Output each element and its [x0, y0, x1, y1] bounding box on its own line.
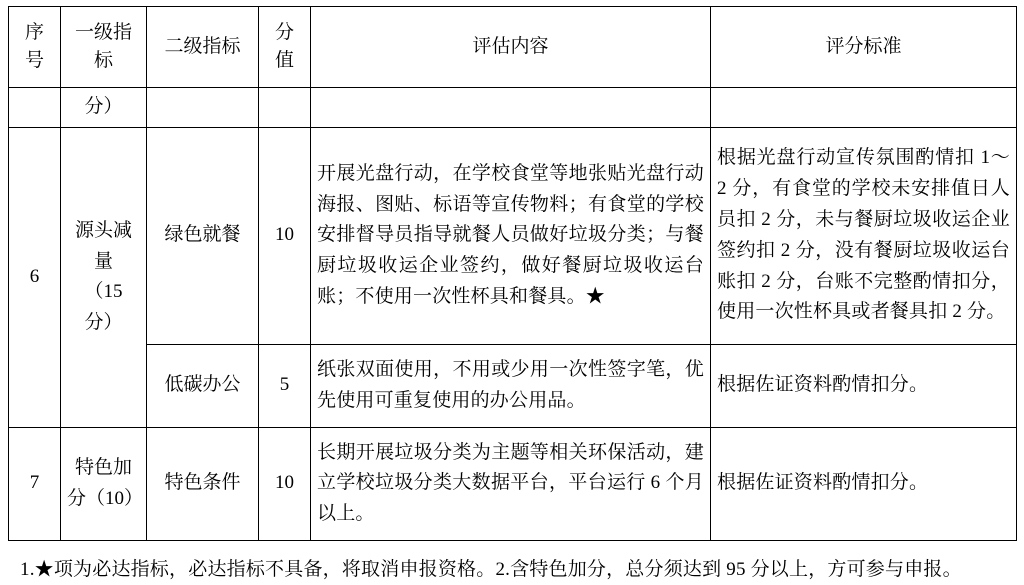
level1-line-2: 分（10）	[67, 487, 144, 509]
level1-line-4: 分）	[84, 312, 123, 334]
header-cell-content: 评估内容	[311, 7, 711, 88]
row-level1-6	[61, 127, 147, 427]
level1-line-2: 量	[93, 250, 113, 272]
header-level1-line2: 标	[93, 50, 113, 71]
row-content-6b: 纸张双面使用，不用或少用一次性签字笔，优先使用可重复使用的办公用品。	[311, 344, 711, 427]
table-row	[9, 344, 1017, 427]
row-score-7: 10	[259, 427, 311, 540]
header-cell-seq	[9, 7, 61, 88]
level1-line-1: 特色加	[74, 457, 132, 478]
row-standard-6b: 根据佐证资料酌情扣分。	[711, 344, 1017, 427]
header-score-line2: 值	[274, 50, 294, 71]
evaluation-table	[8, 6, 1017, 541]
row-score-6a: 10	[259, 127, 311, 344]
header-seq-line2: 号	[24, 50, 44, 71]
header-row	[9, 7, 1017, 88]
table-row	[9, 88, 1017, 128]
cut-cell-content	[311, 88, 711, 128]
cut-cell-level1: 分）	[61, 88, 147, 128]
table-body	[9, 88, 1017, 541]
header-level1-line1: 一级指	[74, 22, 132, 44]
row-level2-special-condition: 特色条件	[147, 427, 259, 540]
header-score-line1: 分	[274, 22, 294, 44]
row-level2-green-dining: 绿色就餐	[147, 127, 259, 344]
row-standard-7: 根据佐证资料酌情扣分。	[711, 427, 1017, 540]
cut-cell-seq	[9, 88, 61, 128]
cut-cell-level2	[147, 88, 259, 128]
row-seq-7: 7	[9, 427, 61, 540]
header-cell-score	[259, 7, 311, 88]
table-header	[9, 7, 1017, 88]
cut-cell-score	[259, 88, 311, 128]
header-cell-standard: 评分标准	[711, 7, 1017, 88]
table-footnote: 1.★项为必达指标，必达指标不具备，将取消申报资格。2.含特色加分，总分须达到 95 分以上，方可参与申报。	[20, 558, 962, 580]
cut-cell-standard	[711, 88, 1017, 128]
table-row	[9, 127, 1017, 344]
header-seq-line1: 序	[24, 22, 44, 44]
row-content-6a: 开展光盘行动，在学校食堂等地张贴光盘行动海报、图贴、标语等宣传物料；有食堂的学校安排督导员指导就餐人员做好垃圾分类；与餐厨垃圾收运企业签约，做好餐厨垃圾收运台账；不使用一次性杯具和餐具。★	[311, 127, 711, 344]
row-level2-low-carbon-office: 低碳办公	[147, 344, 259, 427]
row-standard-6a: 根据光盘行动宣传氛围酌情扣 1～2 分，有食堂的学校未安排值日人员扣 2 分，未与餐厨垃圾收运企业签约扣 2 分，没有餐厨垃圾收运台账扣 2 分，台账不完整酌情扣分，使用一次性杯具或者餐具扣 2 分。	[711, 127, 1017, 344]
row-score-6b: 5	[259, 344, 311, 427]
row-seq-6: 6	[9, 127, 61, 427]
table-row	[9, 427, 1017, 540]
header-cell-level1	[61, 7, 147, 88]
header-cell-level2: 二级指标	[147, 7, 259, 88]
row-content-7: 长期开展垃圾分类为主题等相关环保活动，建立学校垃圾分类大数据平台，平台运行 6 个月以上。	[311, 427, 711, 540]
level1-line-3: （15	[84, 281, 123, 303]
row-level1-7	[61, 427, 147, 540]
level1-line-1: 源头减	[74, 219, 132, 241]
